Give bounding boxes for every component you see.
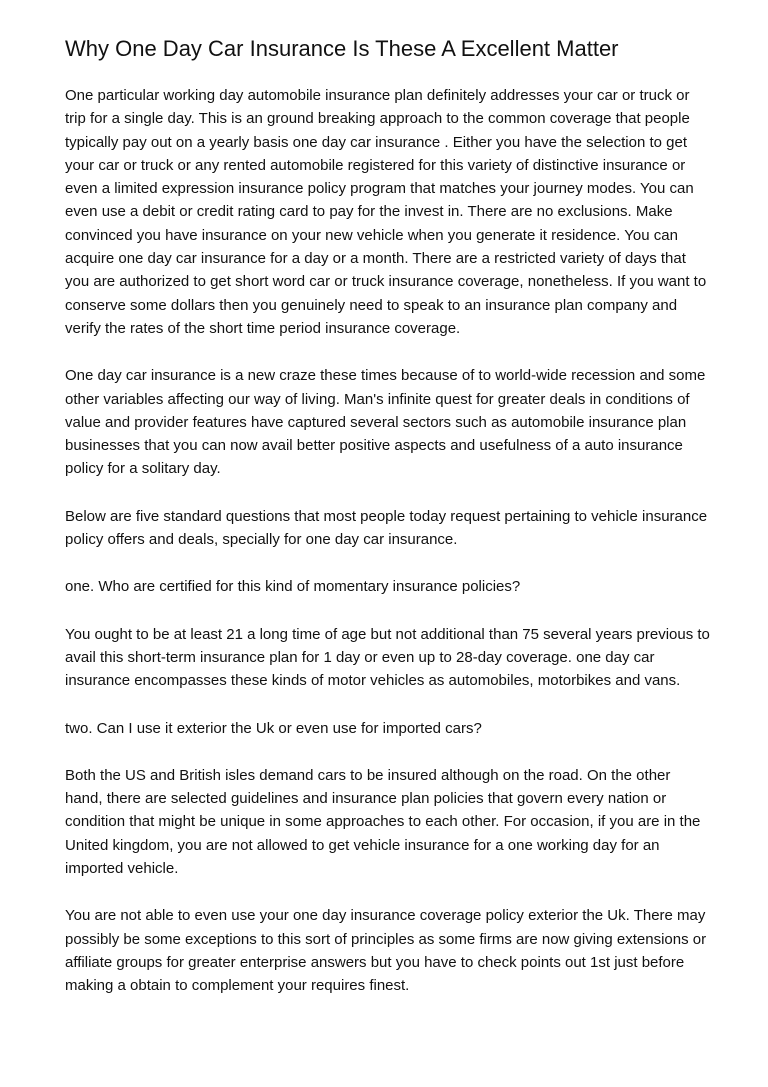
answer-1: You ought to be at least 21 a long time of age but not additional than 75 several years previous to avail this short-term insurance plan for 1 day or even up to 28-day coverage. one day car insurance encompasses these kinds of motor vehicles as automobiles, motorbikes and vans. [65, 625, 710, 690]
paragraph-2: One day car insurance is a new craze these times because of to world-wide recession and some other variables affecting our way of living. Man's infinite quest for greater deals in conditions of value and provider features have captured several sectors such as automobile insurance plan businesses that you can now avail better positive aspects and usefulness of a auto insurance policy for a solitary day. [65, 367, 706, 478]
paragraph-8: You are not able to even use your one day insurance coverage policy exterior the Uk. There may possibly be some exceptions to this sort of principles as some firms are now giving extensions or affiliate groups for greater enterprise answers but you have to check points out 1st just before making a obtain to complement your requires finest. [65, 907, 707, 995]
paragraph-3: Below are five standard questions that most people today request pertaining to vehicle insurance policy offers and deals, specially for one day car insurance. [65, 507, 708, 549]
answer-2: Both the US and British isles demand cars to be insured although on the road. On the other hand, there are selected guidelines and insurance plan policies that govern every nation or condition that might be unique in some approaches to each other. For occasion, if you are in the United kingdom, you are not allowed to get vehicle insurance for a one working day for an imported vehicle. [65, 766, 701, 878]
question-1: one. Who are certified for this kind of momentary insurance policies? [65, 578, 521, 596]
paragraph-1: One particular working day automobile insurance plan definitely addresses your car or truck or trip for a single day. This is an ground breaking approach to the common coverage that people typically pay out on a yearly basis one day car insurance . Either you have the selection to get your car or truck or any rented automobile registered for this variety of distinctive insurance or even a limited expression insurance policy program that matches your journey modes. You can even use a debit or credit rating card to pay for the invest in. There are no exclusions. Make convinced you have insurance on your new vehicle when you generate it residence. You can acquire one day car insurance for a day or a month. There are a restricted variety of days that you are authorized to get short word car or truck insurance coverage, nonetheless. If you want to conserve some dollars then you genuinely need to speak to an insurance plan company and verify the rates of the short time period insurance coverage. [65, 87, 707, 337]
question-2: two. Can I use it exterior the Uk or even use for imported cars? [65, 719, 482, 737]
document-title: Why One Day Car Insurance Is These A Excellent Matter [65, 36, 619, 61]
document-page [65, 36, 710, 1022]
